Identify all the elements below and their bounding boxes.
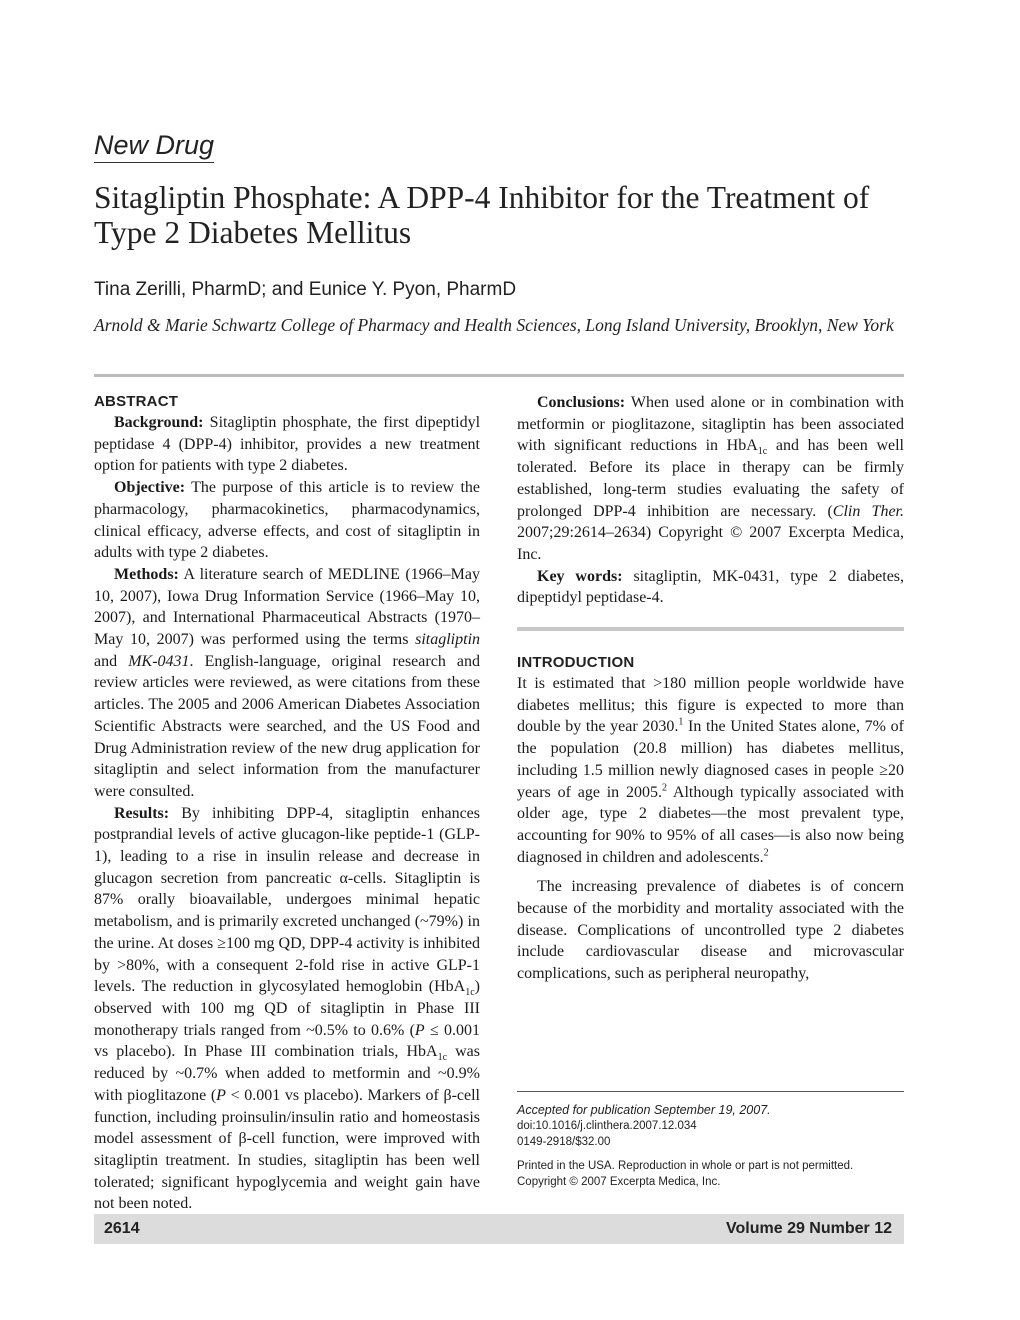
p-value-symbol: P bbox=[216, 1086, 226, 1104]
introduction-heading: INTRODUCTION bbox=[517, 654, 635, 672]
abstract-objective bbox=[94, 477, 480, 564]
subscript: 1c bbox=[465, 987, 475, 999]
reference-marker: 2 bbox=[763, 847, 769, 859]
abstract-results bbox=[94, 803, 480, 1215]
reference-marker: 1 bbox=[678, 717, 684, 729]
issn: 0149-2918/$32.00 bbox=[517, 1136, 611, 1148]
results-text: ≤ 0.001 vs placebo). In Phase III combination trials, HbA bbox=[94, 1021, 480, 1061]
introduction-paragraph bbox=[517, 876, 904, 985]
conclusions-text: 2007;29:2614–2634) Copyright © 2007 Excerpta Medica, Inc. bbox=[517, 524, 904, 563]
abstract-conclusions bbox=[517, 392, 904, 566]
keywords-label: Key words: bbox=[537, 567, 623, 585]
methods-text: and bbox=[94, 652, 118, 670]
methods-text: . English-language, original research and review articles were reviewed, as were citations from these articles. The 2005 and 2006 American Diabetes Association Scientific Abstracts were searched, and the US Food and Drug Administration review of the new drug application for sitagliptin and select information from the manufacturer were consulted. bbox=[94, 652, 481, 800]
header-divider bbox=[94, 374, 904, 377]
left-column bbox=[94, 392, 480, 1215]
page-footer bbox=[94, 1214, 904, 1244]
abstract-heading: ABSTRACT bbox=[94, 393, 179, 410]
objective-text: The purpose of this article is to review the pharmacology, pharmacokinetics, pharmacodynamics, clinical efficacy, adverse effects, and cost of sitagliptin in adults with type 2 diabetes. bbox=[94, 479, 481, 562]
journal-citation: Clin Ther. bbox=[832, 502, 904, 520]
results-text: By inhibiting DPP-4, sitagliptin enhances postprandial levels of active glucagon-like peptide-1 (GLP-1), leading to a rise in insulin release and decrease in glucagon secretion from pancreatic α-cells. Sitagliptin is 87% orally bioavailable, undergoes minimal hepatic metabolism, and is primarily excreted unchanged (~79%) in the urine. At doses ≥100 mg QD, DPP-4 activity is inhibited by >80%, with a consequent 2-fold rise in active GLP-1 levels. The reduction in glycosylated hemoglobin (HbA bbox=[94, 804, 480, 996]
footnote bbox=[517, 1091, 904, 1190]
objective-label: Objective: bbox=[114, 479, 186, 497]
conclusions-text: and has been well tolerated. Before its place in therapy can be firmly established, long-term studies evaluating the safety of prolonged DPP-4 inhibition are necessary. ( bbox=[517, 437, 904, 520]
search-term: sitagliptin bbox=[415, 631, 481, 649]
results-text: < 0.001 vs placebo). Markers of β-cell function, including proinsulin/insulin ratio and homeostasis model assessment of β-cell function, were improved with sitagliptin treatment. In studies, sitagliptin has been well tolerated; significant hypoglycemia and weight gain have not been noted. bbox=[94, 1086, 481, 1213]
intro-text: Although typically associated with older age, type 2 diabetes—the most prevalent type, accounting for 90% to 95% of all cases—is also now being diagnosed in children and adolescents. bbox=[517, 783, 904, 866]
intro-text: The increasing prevalence of diabetes is of concern because of the morbidity and mortality associated with the disease. Complications of uncontrolled type 2 diabetes include cardiovascular disease and microvascular complications, such as peripheral neuropathy, bbox=[517, 878, 904, 983]
methods-label: Methods: bbox=[114, 565, 179, 583]
intro-text: It is estimated that >180 million people worldwide have diabetes mellitus; this figure is expected to more than double by the year 2030. bbox=[517, 675, 904, 736]
abstract-background bbox=[94, 412, 480, 477]
printed-notice: Printed in the USA. Reproduction in whole or part is not permitted. bbox=[517, 1160, 854, 1172]
results-label: Results: bbox=[114, 804, 170, 822]
reference-marker: 2 bbox=[662, 782, 667, 794]
results-text: was reduced by ~0.7% when added to metformin and ~0.9% with pioglitazone ( bbox=[94, 1043, 480, 1104]
copyright-notice: Copyright © 2007 Excerpta Medica, Inc. bbox=[517, 1176, 721, 1188]
affiliation: Arnold & Marie Schwartz College of Pharmacy and Health Sciences, Long Island University, Brooklyn, New York bbox=[94, 315, 894, 335]
methods-text: A literature search of MEDLINE (1966–May 10, 2007), Iowa Drug Information Service (1966–May 10, 2007), and International Pharmaceutical Abstracts (1970–May 10, 2007) was performed using the terms bbox=[94, 565, 480, 649]
doi: doi:10.1016/j.clinthera.2007.12.034 bbox=[517, 1120, 697, 1132]
conclusions-text: When used alone or in combination with metformin or pioglitazone, sitagliptin has been associated with significant reductions in HbA bbox=[517, 394, 904, 455]
background-label: Background: bbox=[114, 414, 204, 431]
keywords-text: sitagliptin, MK-0431, type 2 diabetes, dipeptidyl peptidase-4. bbox=[517, 567, 905, 607]
search-term: MK-0431 bbox=[128, 652, 190, 670]
abstract-methods bbox=[94, 564, 480, 803]
section-divider bbox=[517, 627, 904, 631]
subscript: 1c bbox=[757, 446, 768, 458]
page-number: 2614 bbox=[104, 1220, 140, 1237]
section-label: New Drug bbox=[94, 130, 214, 163]
abstract-keywords bbox=[517, 566, 904, 609]
authors: Tina Zerilli, PharmD; and Eunice Y. Pyon, PharmD bbox=[94, 279, 517, 300]
accepted-date: Accepted for publication September 19, 2007. bbox=[517, 1103, 771, 1117]
intro-text: In the United States alone, 7% of the population (20.8 million) has diabetes mellitus, including 1.5 million newly diagnosed cases in people ≥20 years of age in 2005. bbox=[517, 718, 904, 801]
p-value-symbol: P bbox=[414, 1021, 425, 1039]
introduction-paragraph bbox=[517, 673, 904, 868]
subscript: 1c bbox=[437, 1052, 448, 1064]
background-text: Sitagliptin phosphate, the first dipeptidyl peptidase 4 (DPP-4) inhibitor, provides a new treatment option for patients with type 2 diabetes. bbox=[94, 414, 481, 475]
results-text: ) observed with 100 mg QD of sitagliptin in Phase III monotherapy trials ranged from ~0.5% to 0.6% ( bbox=[94, 978, 480, 1039]
conclusions-label: Conclusions: bbox=[537, 394, 626, 411]
right-column bbox=[517, 392, 904, 985]
volume-info: Volume 29 Number 12 bbox=[726, 1220, 892, 1237]
article-title: Sitagliptin Phosphate: A DPP-4 Inhibitor for the Treatment of Type 2 Diabetes Mellitus bbox=[94, 180, 870, 250]
